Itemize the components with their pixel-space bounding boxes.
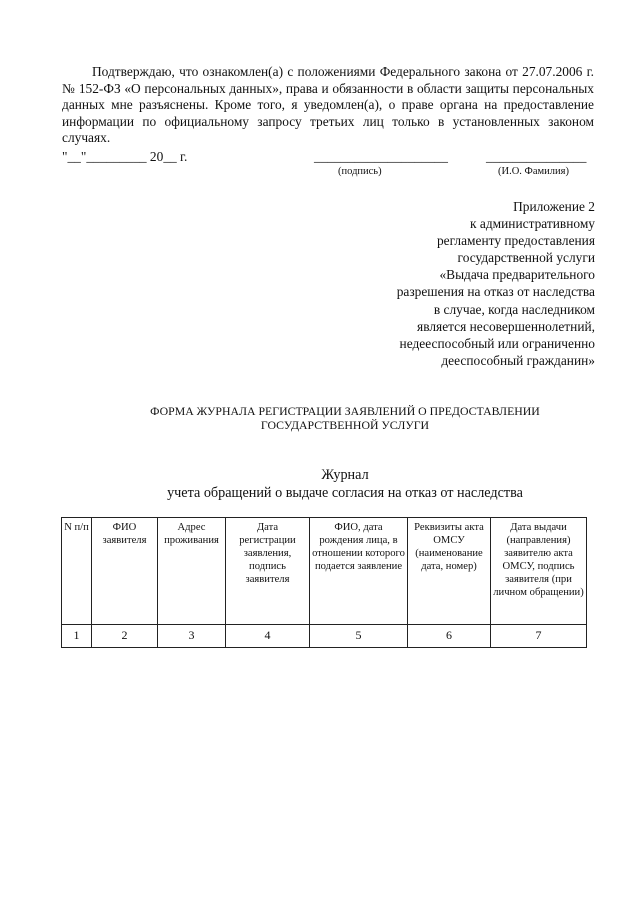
form-heading xyxy=(60,404,630,432)
annex-line: регламенту предоставления xyxy=(436,233,595,249)
annex-line: дееспособный гражданин» xyxy=(441,352,595,368)
annex-line: является несовершеннолетний, xyxy=(417,318,595,334)
column-number: 4 xyxy=(226,625,310,648)
column-number: 5 xyxy=(310,625,408,648)
consent-paragraph: Подтверждаю, что ознакомлен(а) с положениями Федерального закона от 27.07.2006 г. № 152-ФЗ «О персональных данных», права и обязанности в области защиты персональных данных мне разъяснены. Кроме того, я уведомлен(а), о праве органа на предоставление информации по официальному запросу третьих лиц только в установленных законом случаях. xyxy=(62,64,594,146)
signature-block xyxy=(62,149,594,181)
journal-table xyxy=(61,517,587,648)
column-number: 2 xyxy=(92,625,158,648)
column-header: ФИО заявителя xyxy=(92,518,158,625)
column-header: Дата регистрации заявления, подпись заявителя xyxy=(226,518,310,625)
table-header-row xyxy=(62,518,587,625)
name-caption: (И.О. Фамилия) xyxy=(498,166,569,177)
column-number: 3 xyxy=(158,625,226,648)
annex-line: государственной услуги xyxy=(457,250,595,266)
column-number: 1 xyxy=(62,625,92,648)
column-header: Адрес проживания xyxy=(158,518,226,625)
signature-caption: (подпись) xyxy=(338,166,382,177)
form-heading-line: ГОСУДАРСТВЕННОЙ УСЛУГИ xyxy=(260,418,430,432)
annex-line: в случае, когда наследником xyxy=(433,301,595,317)
column-header: Реквизиты акта ОМСУ (наименование дата, номер) xyxy=(408,518,491,625)
annex-line: к административному xyxy=(470,216,595,232)
annex-line: недееспособный или ограниченно xyxy=(399,335,595,351)
column-number: 6 xyxy=(408,625,491,648)
journal-subtitle: учета обращений о выдаче согласия на отказ от наследства xyxy=(167,484,523,501)
column-header: Дата выдачи (направления) заявителю акта ОМСУ, подпись заявителя (при личном обращении) xyxy=(491,518,587,625)
signature-line: ____________________ xyxy=(314,149,448,164)
journal-title-block xyxy=(60,467,630,502)
annex-line: разрешения на отказ от наследства xyxy=(396,284,595,300)
column-header: ФИО, дата рождения лица, в отношении которого подается заявление xyxy=(310,518,408,625)
annex-line: «Выдача предварительного xyxy=(439,267,595,283)
column-number: 7 xyxy=(491,625,587,648)
form-heading-line: ФОРМА ЖУРНАЛА РЕГИСТРАЦИИ ЗАЯВЛЕНИЙ О ПРЕДОСТАВЛЕНИИ xyxy=(150,404,540,418)
table-row xyxy=(62,625,587,648)
journal-title: Журнал xyxy=(321,467,369,483)
column-header: N п/п xyxy=(62,518,92,625)
annex-line: Приложение 2 xyxy=(513,199,595,214)
date-line: "__"_________ 20__ г. xyxy=(62,149,188,164)
annex-block xyxy=(295,198,595,369)
name-line: _______________ xyxy=(486,149,587,164)
